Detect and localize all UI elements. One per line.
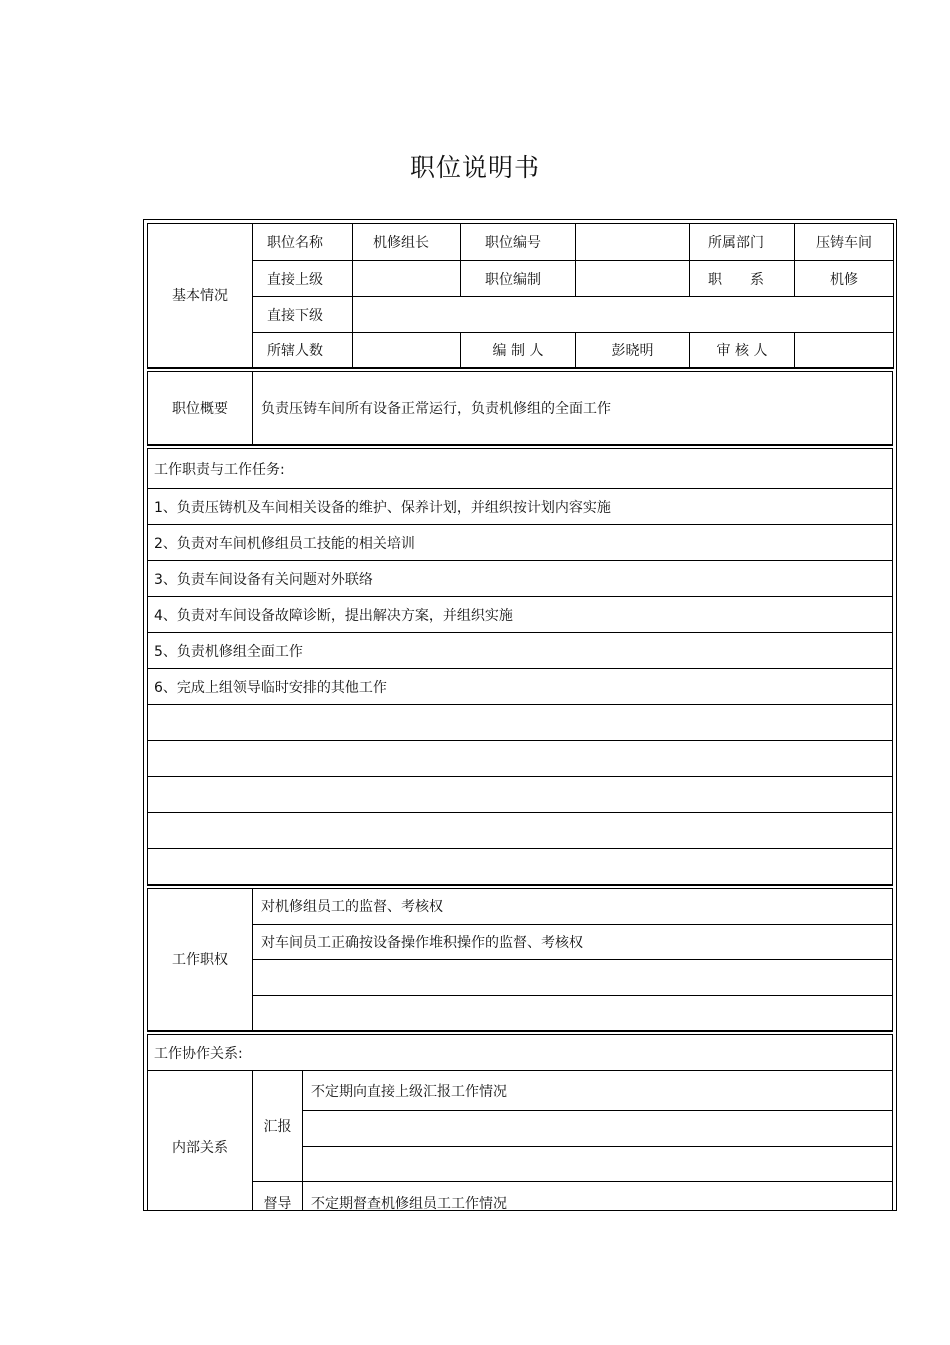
relations-table bbox=[147, 1034, 893, 1211]
headcount-value bbox=[353, 333, 461, 368]
prepared-by-value: 彭晓明 bbox=[576, 333, 690, 368]
page-title: 职位说明书 bbox=[409, 153, 540, 182]
staffing-value bbox=[576, 261, 690, 297]
duty-item: 2、负责对车间机修组员工技能的相关培训 bbox=[148, 525, 893, 561]
reviewer-value bbox=[795, 333, 894, 368]
basic-info-label: 基本情况 bbox=[148, 224, 253, 368]
authority-item: 对机修组员工的监督、考核权 bbox=[253, 888, 893, 924]
subordinate-value bbox=[353, 297, 894, 333]
position-no-label: 职位编号 bbox=[461, 224, 576, 261]
duty-item: 1、负责压铸机及车间相关设备的维护、保养计划，并组织按计划内容实施 bbox=[148, 489, 893, 525]
duties-heading: 工作职责与工作任务: bbox=[148, 449, 893, 489]
reviewer-label: 审 核 人 bbox=[690, 333, 795, 368]
supervise-item: 不定期督查机修组员工工作情况 bbox=[303, 1182, 893, 1212]
duties-table bbox=[147, 448, 893, 886]
department-value: 压铸车间 bbox=[795, 224, 894, 261]
report-item bbox=[303, 1111, 893, 1147]
basic-info-table bbox=[147, 223, 894, 369]
position-name-label: 职位名称 bbox=[253, 224, 353, 261]
summary-text: 负责压铸车间所有设备正常运行，负责机修组的全面工作 bbox=[253, 371, 893, 445]
summary-label: 职位概要 bbox=[148, 371, 253, 445]
duty-item bbox=[148, 849, 893, 885]
staffing-label: 职位编制 bbox=[461, 261, 576, 297]
duty-item: 4、负责对车间设备故障诊断，提出解决方案，并组织实施 bbox=[148, 597, 893, 633]
position-name-value: 机修组长 bbox=[353, 224, 461, 261]
prepared-by-label: 编 制 人 bbox=[461, 333, 576, 368]
duty-item bbox=[148, 705, 893, 741]
job-family-label: 职 系 bbox=[690, 261, 795, 297]
authority-item bbox=[253, 995, 893, 1031]
duty-item bbox=[148, 813, 893, 849]
authority-item: 对车间员工正确按设备操作堆积操作的监督、考核权 bbox=[253, 924, 893, 959]
superior-value bbox=[353, 261, 461, 297]
relations-heading: 工作协作关系: bbox=[148, 1035, 893, 1071]
department-label: 所属部门 bbox=[690, 224, 795, 261]
duty-item bbox=[148, 741, 893, 777]
summary-table bbox=[147, 371, 893, 447]
authority-label: 工作职权 bbox=[148, 888, 253, 1031]
duty-item: 3、负责车间设备有关问题对外联络 bbox=[148, 561, 893, 597]
position-no-value bbox=[576, 224, 690, 261]
internal-relations-label: 内部关系 bbox=[148, 1071, 253, 1212]
authority-item bbox=[253, 959, 893, 995]
report-item: 不定期向直接上级汇报工作情况 bbox=[303, 1071, 893, 1111]
duty-item: 6、完成上组领导临时安排的其他工作 bbox=[148, 669, 893, 705]
report-label: 汇报 bbox=[253, 1071, 303, 1182]
report-item bbox=[303, 1147, 893, 1182]
headcount-label: 所辖人数 bbox=[253, 333, 353, 368]
superior-label: 直接上级 bbox=[253, 261, 353, 297]
job-description-form bbox=[143, 219, 897, 1211]
duty-item: 5、负责机修组全面工作 bbox=[148, 633, 893, 669]
authority-table bbox=[147, 888, 893, 1033]
subordinate-label: 直接下级 bbox=[253, 297, 353, 333]
job-family-value: 机修 bbox=[795, 261, 894, 297]
duty-item bbox=[148, 777, 893, 813]
supervise-label: 督导 bbox=[253, 1182, 303, 1212]
